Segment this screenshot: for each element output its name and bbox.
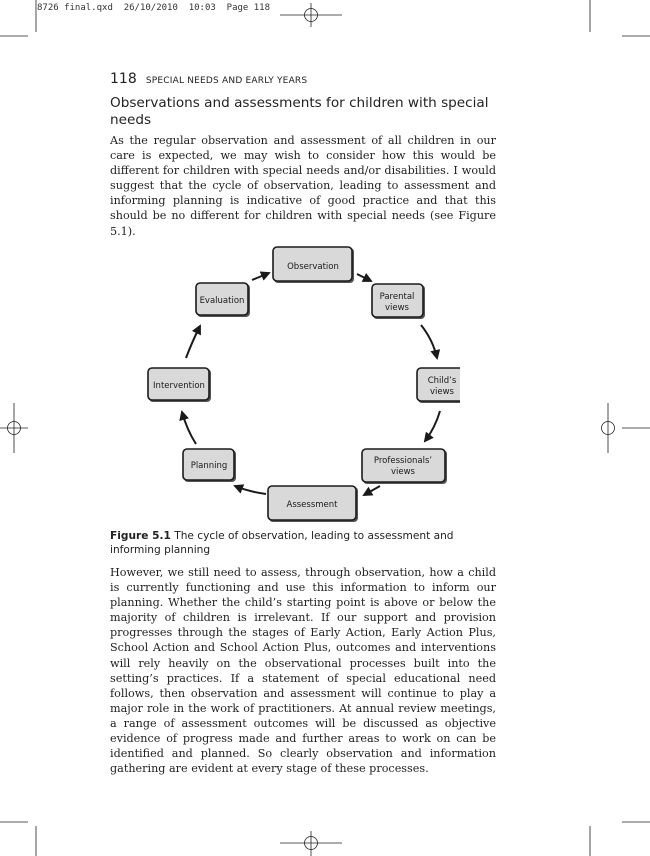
node-planning bbox=[183, 449, 236, 482]
node-childs-line1: Child’s bbox=[427, 376, 457, 386]
node-planning-label: Planning bbox=[190, 461, 228, 471]
figure-caption-text: The cycle of observation, leading to assessment and informing planning bbox=[110, 530, 454, 556]
arrow-parental-to-childs bbox=[421, 325, 437, 358]
node-professionals-line2: views bbox=[390, 467, 416, 477]
cycle-diagram bbox=[140, 240, 460, 525]
running-head-title: SPECIAL NEEDS AND EARLY YEARS bbox=[145, 76, 308, 86]
section-title: Observations and assessments for children with special needs bbox=[110, 95, 489, 128]
node-observation bbox=[273, 247, 354, 283]
print-slug: 8726 final.qxd 26/10/2010 10:03 Page 118 bbox=[37, 3, 270, 13]
arrow-evaluation-to-observation bbox=[252, 273, 269, 280]
node-intervention-label: Intervention bbox=[153, 381, 205, 391]
figure-caption bbox=[110, 530, 490, 557]
node-assessment-label: Assessment bbox=[286, 500, 338, 510]
node-parental-line1: Parental bbox=[379, 292, 415, 302]
running-head bbox=[110, 68, 307, 87]
page-number: 118 bbox=[110, 71, 137, 87]
node-childs-views bbox=[417, 368, 460, 403]
arrow-planning-to-intervention bbox=[182, 412, 196, 444]
arrow-assessment-to-planning bbox=[235, 486, 266, 494]
arrow-childs-to-professionals bbox=[425, 411, 440, 441]
node-observation-label: Observation bbox=[287, 262, 339, 272]
figure-caption-number: Figure 5.1 bbox=[110, 530, 171, 542]
node-parental-line2: views bbox=[384, 303, 410, 313]
body-paragraph-1: As the regular observation and assessment of all children in our care is expected, we may wish to consider how this would be different for children with special needs and/or disabilities. I would suggest that the cycle of observation, leading to assessment and informing planning is indicative of good practice and that this should be no different for children with special needs (see Figure 5.1). bbox=[110, 134, 496, 238]
body-paragraph-2: However, we still need to assess, through observation, how a child is currently functioning and use this information to inform our planning. Whether the child’s starting point is above or below the majority of children is irrelevant. If our support and provision progresses through the stages of Early Action, Early Action Plus, School Action and School Action Plus, outcomes and interventions will rely heavily on the observational processes built into the setting’s practices. If a statement of special educational need follows, then observation and assessment will continue to play a major role in the work of practitioners. At annual review meetings, a range of assessment outcomes will be discussed as objective evidence of progress made and further areas to work on can be identified and planned. So clearly observation and information gathering are evident at every stage of these processes. bbox=[110, 566, 496, 776]
node-parental-views bbox=[372, 284, 425, 319]
node-professionals-line1: Professionals’ bbox=[373, 456, 433, 466]
node-assessment bbox=[268, 486, 358, 522]
node-childs-line2: views bbox=[429, 387, 455, 397]
arrow-intervention-to-evaluation bbox=[186, 326, 200, 358]
node-intervention bbox=[148, 368, 211, 402]
node-professionals-views bbox=[362, 449, 447, 484]
arrow-professionals-to-assessment bbox=[364, 486, 380, 495]
node-evaluation bbox=[196, 283, 250, 317]
arrow-observation-to-parental bbox=[357, 274, 371, 281]
node-evaluation-label: Evaluation bbox=[199, 296, 245, 306]
